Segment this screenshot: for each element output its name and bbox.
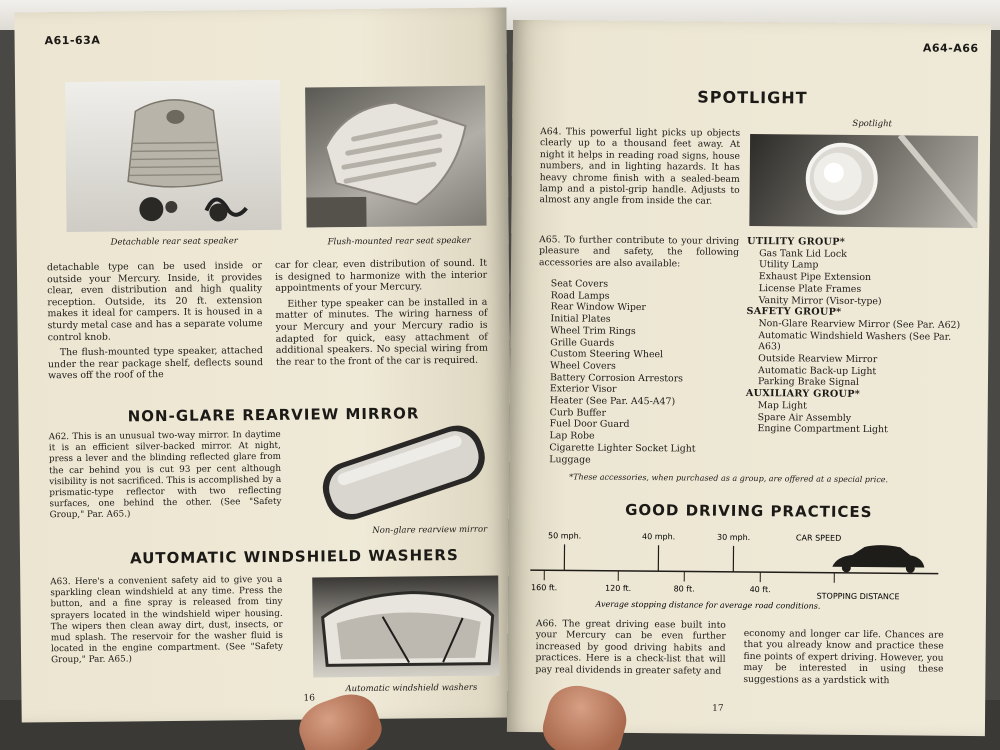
accessories-list: [549, 278, 751, 467]
list-item: Spare Air Assembly: [757, 411, 852, 424]
list-item: Grille Guards: [550, 336, 615, 349]
mirror-heading: NON-GLARE REARVIEW MIRROR: [127, 404, 420, 426]
speaker-col2-para2: Either type speaker can be installed in a matter of minutes. The wiring harness of your Mercury and your Mercury radio is adapted for quick, easy attachment of additional speakers. No special wiring from the rear to the front of the car is required.: [275, 296, 488, 368]
distance-label-40: 40 ft.: [749, 585, 771, 595]
speaker-text-col2: [275, 258, 488, 373]
flush-speaker-photo: [305, 86, 486, 228]
safety-group-title: SAFETY GROUP*: [746, 306, 842, 319]
spotlight-text: A64. This powerful light picks up objects clearly up to a thousand feet away. At night it helps in reading road signs, house numbers, and in lighting hazards. It has heavy chrome finish with a sealed-beam lamp and a pistol-grip handle. Adjusts to almost any angle from inside the car.: [539, 126, 741, 208]
list-item: Exhaust Pipe Extension: [758, 271, 872, 284]
stopping-distance-label: STOPPING DISTANCE: [816, 591, 900, 602]
list-item: Exterior Visor: [549, 383, 617, 396]
spotlight-heading: SPOTLIGHT: [697, 87, 808, 108]
list-item: Utility Lamp: [758, 259, 819, 272]
right-page-number: 17: [712, 703, 724, 714]
speed-label-50: 50 mph.: [547, 531, 582, 541]
list-item: Seat Covers: [550, 278, 609, 290]
speed-label-40: 40 mph.: [641, 532, 676, 542]
flush-speaker-caption: Flush-mounted rear seat speaker: [327, 235, 471, 248]
speed-label-30: 30 mph.: [716, 532, 751, 543]
list-item: Outside Rearview Mirror: [758, 353, 878, 366]
list-item: Cigarette Lighter Socket Light: [549, 442, 696, 455]
mirror-illustration: [309, 413, 500, 530]
list-item: Map Light: [757, 399, 808, 412]
list-item: Initial Plates: [550, 313, 611, 325]
washers-photo: [312, 576, 499, 678]
accessories-footnote: *These accessories, when purchased as a group, are offered at a special price.: [569, 472, 889, 485]
car-speed-label: CAR SPEED: [795, 533, 842, 543]
right-page-code: A64-A66: [922, 41, 979, 55]
speaker-col1-para1: detachable type can be used inside or outside your Mercury. Inside, it provides clear, even distribution and high quality reception. Outside, its 20 ft. extension makes it ideal for campers. It is housed in a sturdy metal case and has a separate volume control knob.: [46, 260, 263, 343]
washers-caption: Automatic windshield washers: [345, 682, 478, 695]
list-item: Curb Buffer: [549, 406, 607, 419]
distance-axis: [530, 570, 938, 574]
left-page-number: 16: [303, 693, 316, 704]
list-item: Lap Robe: [549, 430, 595, 442]
detachable-speaker-photo: [65, 80, 282, 232]
distance-label-120: 120 ft.: [605, 583, 632, 593]
right-page: [507, 20, 991, 736]
utility-group-title: UTILITY GROUP*: [747, 235, 846, 248]
list-item: Engine Compartment Light: [757, 423, 888, 436]
speaker-col1-para2: The flush-mounted type speaker, attached under the rear package shelf, deflects sound waves off the roof of the: [47, 345, 264, 382]
auxiliary-group-title: AUXILIARY GROUP*: [745, 388, 861, 401]
list-item: Wheel Covers: [550, 360, 616, 372]
washers-text: A63. Here's a convenient safety aid to give you a sparkling clean windshield at any time. Press the button, and a fine spray is released from tiny sprayers located in the windshield wiper housing. The wipers then clean away dirt, dust, insects, or mud splash. The reservoir for the washer fluid is located in the engine compartment. (See "Safety Group," Par. A65.): [50, 574, 284, 666]
car-silhouette: [832, 545, 924, 573]
list-item: License Plate Frames: [758, 282, 862, 295]
list-item: Non-Glare Rearview Mirror (See Par. A62): [758, 318, 961, 331]
left-page: [14, 7, 513, 722]
mirror-caption: Non-glare rearview mirror: [372, 524, 488, 536]
left-page-code: A61-63A: [44, 33, 101, 48]
list-item: Custom Steering Wheel: [550, 348, 664, 361]
list-item: Road Lamps: [550, 289, 610, 302]
list-item: Vanity Mirror (Visor-type): [758, 294, 882, 307]
stopping-distance-diagram: [508, 520, 987, 624]
list-item: Automatic Back-up Light: [758, 364, 877, 377]
list-item: Gas Tank Lid Lock: [759, 247, 847, 260]
washers-heading: AUTOMATIC WINDSHIELD WASHERS: [129, 545, 459, 568]
distance-label-80: 80 ft.: [673, 584, 695, 594]
practices-text-col1: A66. The great driving ease built into your Mercury can be even further increased by good driving habits and practices. Here is a check-list that will pay real dividends in greater safety and: [535, 618, 726, 677]
list-item: Wheel Trim Rings: [550, 325, 636, 337]
speaker-text-col1: [47, 260, 263, 386]
accessories-intro: A65. To further contribute to your driving pleasure and safety, the following accessories are also available:: [538, 234, 740, 270]
list-item: Fuel Door Guard: [549, 418, 630, 431]
mirror-text: A62. This is an unusual two-way mirror. In daytime it is an efficient silver-backed mirror. At night, press a lever and the blinding reflected glare from the car behind you is cut 93 per cent although visibility is not sacrificed. This is accomplished by a prismatic-type reflector with two reflecting surfaces, one behind the other. (See "Safety Group," Par. A65.): [48, 429, 282, 521]
distance-label-160: 160 ft.: [531, 583, 558, 593]
spotlight-photo: [749, 134, 978, 228]
list-item: Rear Window Wiper: [550, 301, 646, 314]
speaker-col2-para1: car for clear, even distribution of sound. It is designed to harmonize with the interior appointments of your Mercury.: [274, 257, 488, 295]
accessory-groups: [746, 236, 968, 437]
diagram-caption: Average stopping distance for average road conditions.: [595, 599, 821, 611]
spotlight-caption: Spotlight: [852, 118, 893, 130]
list-item: Parking Brake Signal: [757, 376, 859, 389]
good-driving-heading: GOOD DRIVING PRACTICES: [625, 500, 873, 522]
list-item: Battery Corrosion Arrestors: [549, 371, 684, 385]
list-item: Luggage: [549, 453, 591, 466]
list-item: Automatic Windshield Washers (See Par. A63): [758, 329, 952, 353]
practices-text-col2: economy and longer car life. Chances are that you already know and practice these fine points of expert driving. However, you may be interested in using these suggestions as a yardstick with: [743, 627, 944, 686]
detachable-speaker-caption: Detachable rear seat speaker: [110, 236, 238, 248]
list-item: Heater (See Par. A45-A47): [549, 395, 676, 408]
